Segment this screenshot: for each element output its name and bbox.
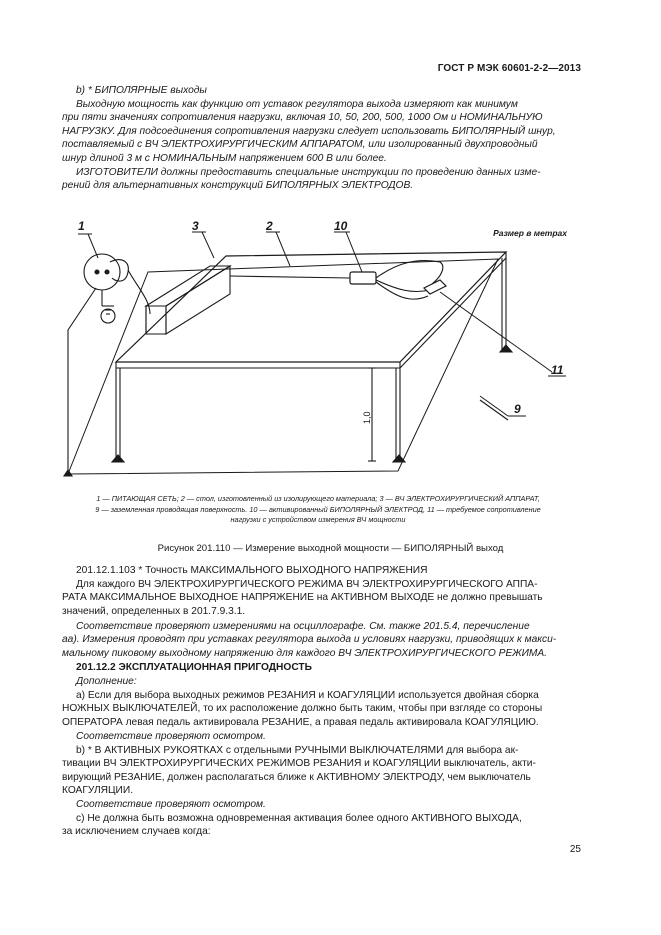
bipolar-electrode bbox=[350, 272, 376, 284]
figure-unit-note: Размер в метрах bbox=[493, 228, 567, 238]
figure-label-9: 9 bbox=[514, 402, 521, 416]
legend-line: 9 — заземленная проводящая поверхность. 10 — активированный БИПОЛЯРНЫЙ ЭЛЕКТРОД, 11 — требуемое сопротивление bbox=[95, 504, 541, 514]
mains-socket bbox=[84, 254, 120, 290]
text-line: поставляемый с ВЧ ЭЛЕКТРОХИРУРГИЧЕСКИМ АППАРАТОМ, или изолированный двухпроводный bbox=[62, 139, 538, 151]
text-line: вирующий РЕЗАНИЕ, должен располагаться ближе к АКТИВНОМУ ЭЛЕКТРОДУ, чем выключатель bbox=[62, 771, 531, 783]
text-line: мальному пиковому выходному напряжению для каждого ВЧ ЭЛЕКТРОХИРУРГИЧЕСКОГО РЕЖИМА. bbox=[62, 647, 547, 659]
section-103-heading-text: 201.12.1.103 * Точность МАКСИМАЛЬНОГО ВЫХОДНОГО НАПРЯЖЕНИЯ bbox=[76, 565, 428, 576]
text-line: НОЖНЫХ ВЫКЛЮЧАТЕЛЕЙ, то их расположение должно быть таким, чтобы при взгляде со стороны bbox=[62, 703, 543, 715]
text-line: НАГРУЗКУ. Для подсоединения сопротивления нагрузки следует использовать БИПОЛЯРНЫЙ шнур, bbox=[62, 125, 556, 137]
figure-label-11: 11 bbox=[551, 363, 564, 377]
document-header: ГОСТ Р МЭК 60601-2-2—2013 bbox=[437, 63, 581, 74]
text-line: аа). Измерения проводят при уставках регулятора выхода и условиях нагрузки, приводящих к макси- bbox=[62, 634, 557, 646]
text-line: РАТА МАКСИМАЛЬНОЕ ВЫХОДНОЕ НАПРЯЖЕНИЕ на АКТИВНОМ ВЫХОДЕ не должно превышать bbox=[62, 592, 543, 604]
section-122-addition bbox=[62, 675, 584, 688]
section-122-heading bbox=[62, 661, 584, 674]
figure-caption: Рисунок 201.110 — Измерение выходной мощности — БИПОЛЯРНЫЙ выход bbox=[157, 543, 504, 554]
text-line: за исключением случаев когда: bbox=[62, 826, 211, 838]
section-103-paragraph-2 bbox=[62, 620, 584, 660]
text-line: при пяти значениях сопротивления нагрузки, включая 10, 50, 200, 500, 1000 Ом и НОМИНАЛЬНУЮ bbox=[62, 112, 543, 124]
section-122-item-a bbox=[62, 689, 584, 729]
text-line: Соответствие проверяют измерениями на осциллографе. См. также 201.5.4, перечисление bbox=[76, 621, 530, 632]
legend-line: 1 — ПИТАЮЩАЯ СЕТЬ; 2 — стол, изготовленный из изолирующего материала; 3 — ВЧ ЭЛЕКТРОХИРУРГИЧЕСКИЙ АППАРАТ, bbox=[96, 494, 540, 503]
figure-legend bbox=[48, 494, 588, 526]
text-line: Соответствие проверяют осмотром. bbox=[76, 731, 266, 742]
figure-label-10: 10 bbox=[334, 219, 348, 233]
load-resistance bbox=[424, 280, 446, 294]
text-line: Соответствие проверяют осмотром. bbox=[76, 799, 266, 810]
text-line: ИЗГОТОВИТЕЛИ должны предоставить специальные инструкции по проведению данных изме- bbox=[76, 167, 541, 178]
figure-label-2: 2 bbox=[266, 219, 273, 233]
figure-label-3: 3 bbox=[192, 219, 199, 233]
section-122-item-c bbox=[62, 812, 584, 839]
text-line: рений для альтернативных конструкций БИПОЛЯРНЫХ ЭЛЕКТРОДОВ. bbox=[62, 180, 414, 192]
section-122-check-b bbox=[62, 798, 584, 811]
section-103-heading bbox=[62, 564, 584, 577]
table-top bbox=[116, 252, 506, 362]
text-line: Выходную мощность как функцию от уставок регулятора выхода измеряют как минимум bbox=[76, 99, 518, 110]
section-122-item-b bbox=[62, 744, 584, 798]
section-122-check-a bbox=[62, 730, 584, 743]
page-number: 25 bbox=[569, 844, 581, 855]
legend-line: нагрузки с устройством измерения ВЧ мощности bbox=[230, 515, 406, 524]
text-line: Для каждого ВЧ ЭЛЕКТРОХИРУРГИЧЕСКОГО РЕЖИМА ВЧ ЭЛЕКТРОХИРУРГИЧЕСКОГО АППА- bbox=[76, 579, 538, 590]
text-line: ОПЕРАТОРА левая педаль активировала РЕЗАНИЕ, а правая педаль активировала КОАГУЛЯЦИЮ. bbox=[62, 716, 539, 728]
section-122-heading-text: 201.12.2 ЭКСПЛУАТАЦИОННАЯ ПРИГОДНОСТЬ bbox=[76, 662, 312, 673]
text-line: тивации ВЧ ЭЛЕКТРОХИРУРГИЧЕСКИХ РЕЖИМОВ РЕЗАНИЯ и КОАГУЛЯЦИИ выключатель, акти- bbox=[62, 758, 536, 770]
text-line: b) * В АКТИВНЫХ РУКОЯТКАХ с отдельными РУЧНЫМИ ВЫКЛЮЧАТЕЛЯМИ для выбора ак- bbox=[76, 745, 519, 756]
figure-label-1: 1 bbox=[78, 219, 85, 233]
section-103-paragraph-1 bbox=[62, 578, 584, 618]
text-line: с) Не должна быть возможна одновременная активация более одного АКТИВНОГО ВЫХОДА, bbox=[76, 813, 522, 824]
text-line: КОАГУЛЯЦИИ. bbox=[62, 785, 134, 797]
text-line: шнур длиной 3 м с НОМИНАЛЬНЫМ напряжением 600 В или более. bbox=[62, 152, 387, 164]
addition-label: Дополнение: bbox=[76, 676, 137, 687]
text-line: а) Если для выбора выходных режимов РЕЗАНИЯ и КОАГУЛЯЦИИ используется двойная сборка bbox=[76, 690, 539, 701]
section-b-title-text: b) * БИПОЛЯРНЫЕ выходы bbox=[76, 85, 207, 96]
text-line: значений, определенных в 201.7.9.3.1. bbox=[62, 605, 246, 617]
figure-dimension-label: 1,0 bbox=[362, 411, 372, 424]
